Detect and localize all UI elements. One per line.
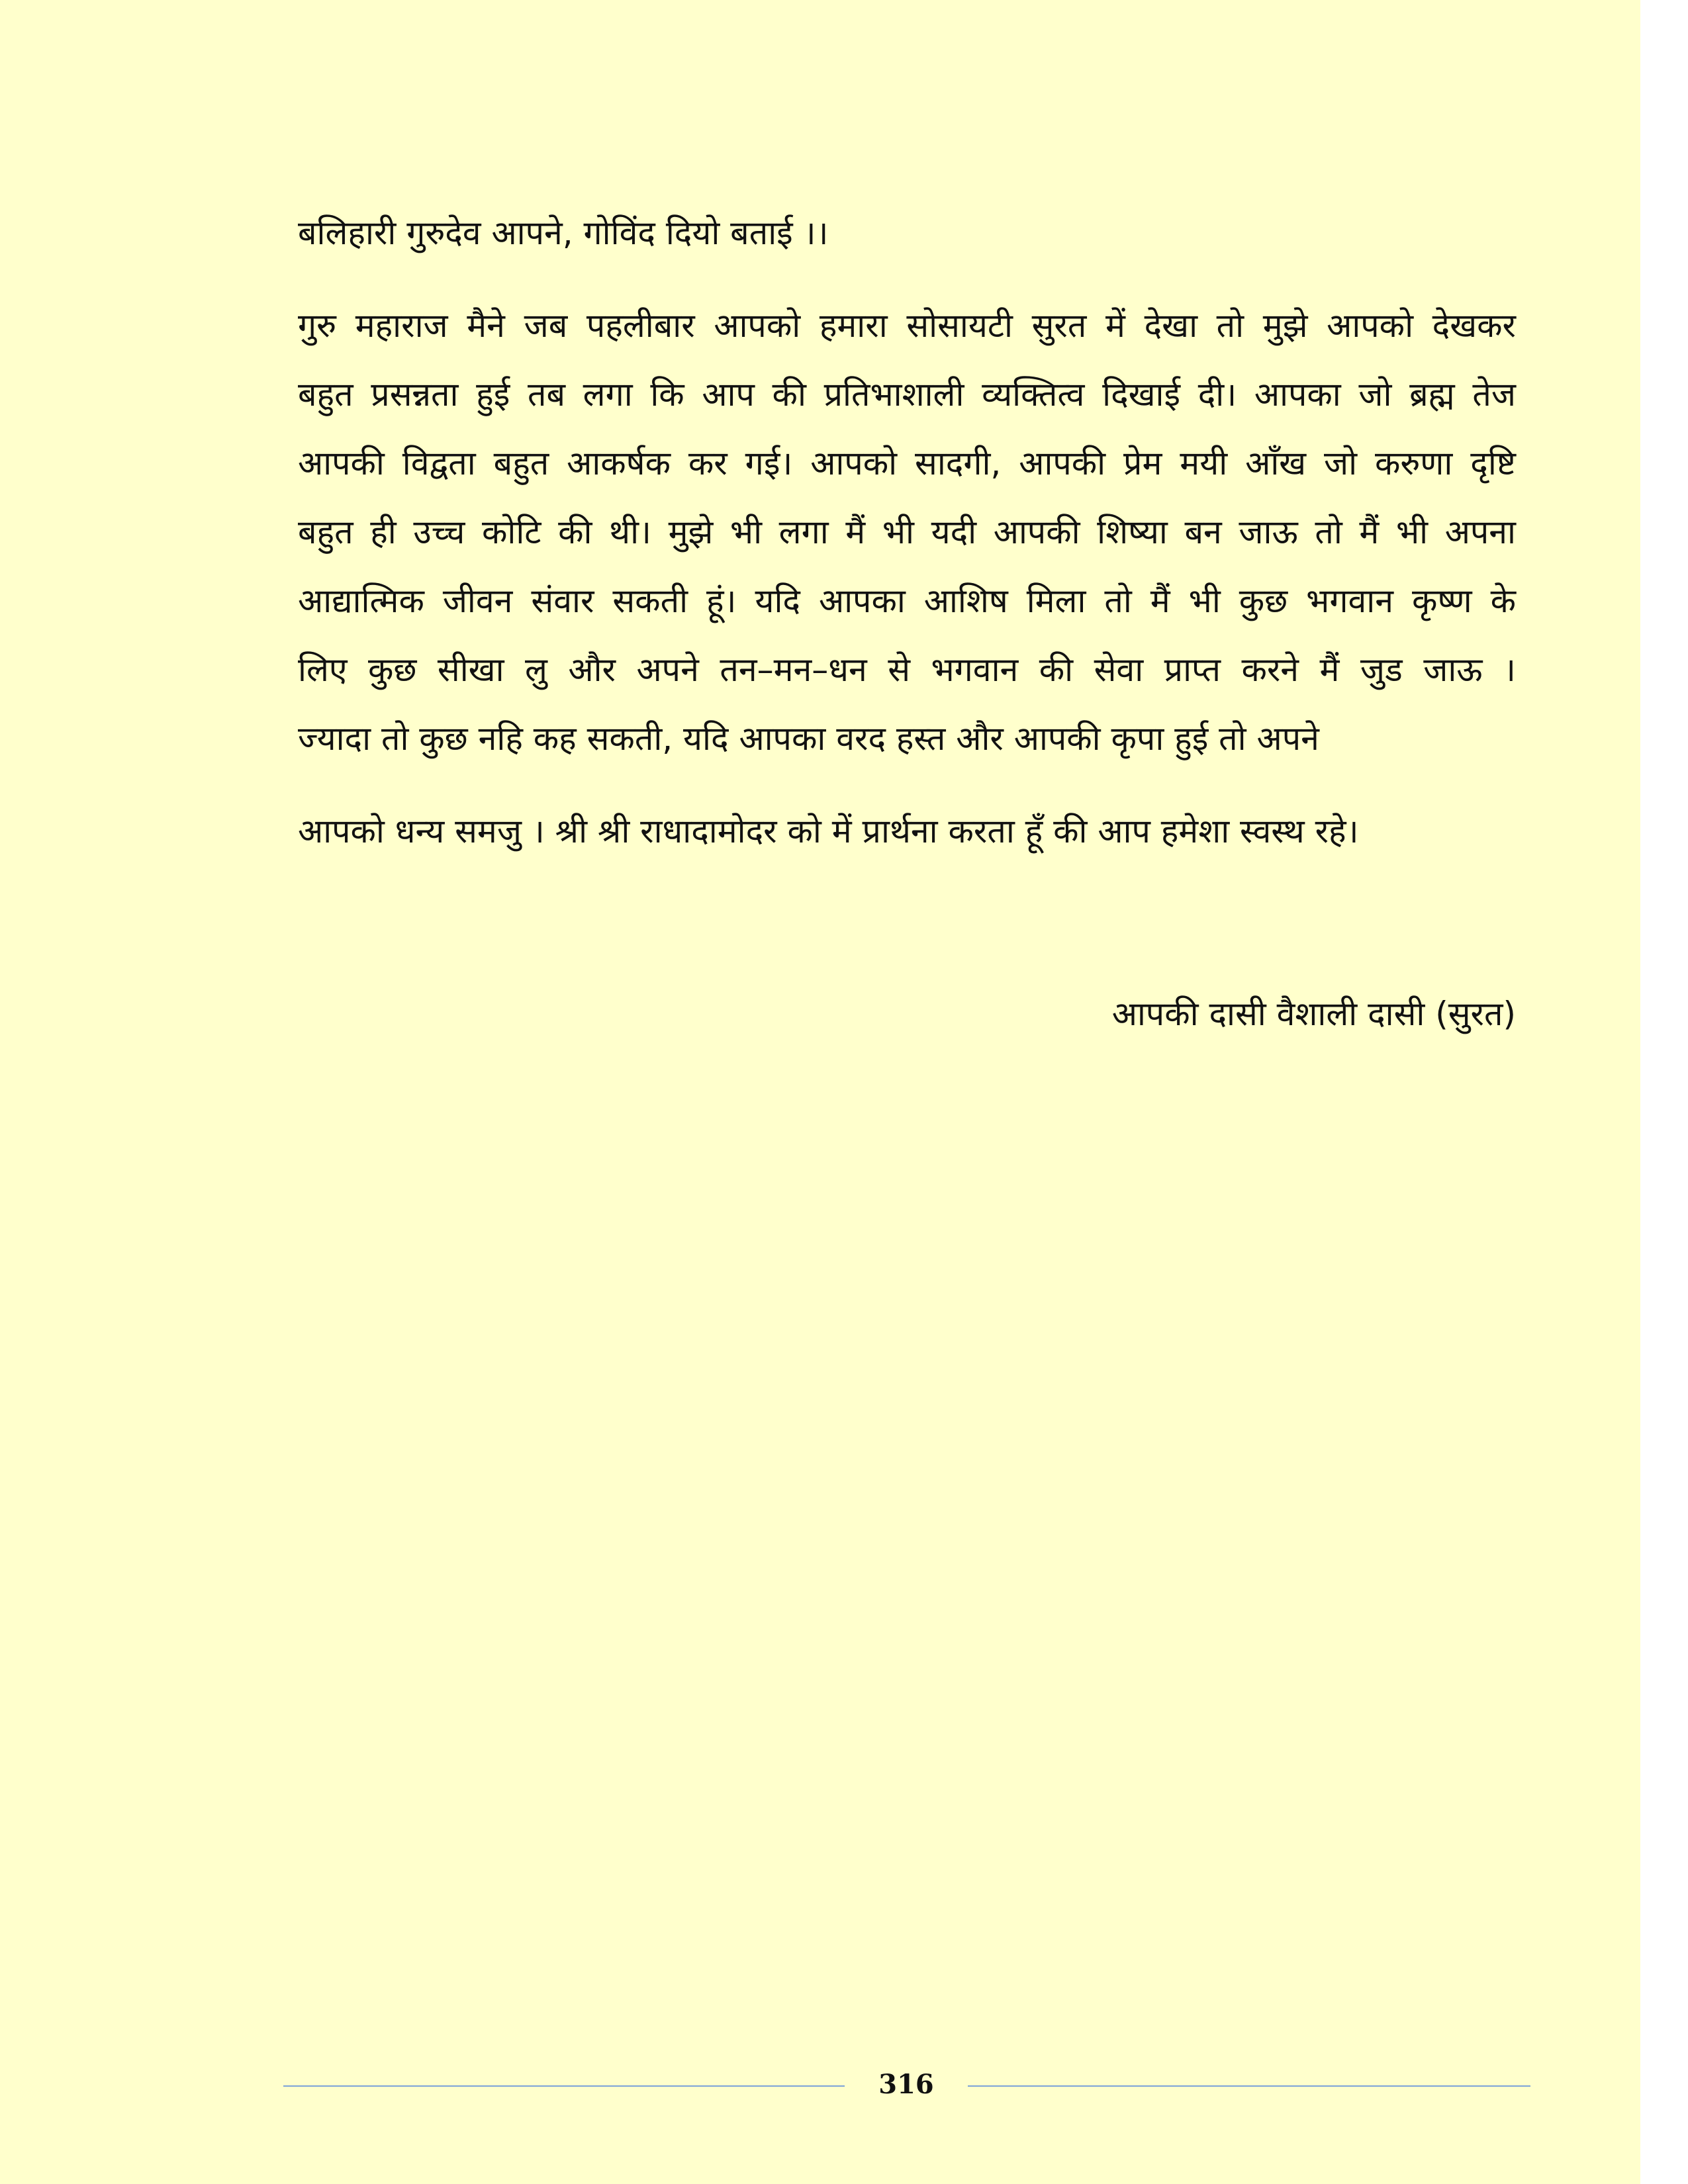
paragraph-line: गुरु महाराज मैने जब पहलीबार आपको हमारा सोसायटी सुरत में देखा तो मुझे आपको देखकर [298,306,1516,345]
footer-divider-right [968,2085,1530,2087]
footer-divider-left [283,2085,845,2087]
paragraph-line: आपकी विद्वता बहुत आकर्षक कर गई। आपको सादगी, आपकी प्रेम मयी आँख जो करुणा दृष्टि [298,444,1516,482]
signature-line: आपकी दासी वैशाली दासी (सुरत) [1111,995,1516,1033]
paragraph-line: ज्यादा तो कुछ नहि कह सकती, यदि आपका वरद हस्त और आपकी कृपा हुई तो अपने [298,719,1319,758]
main-paragraph [298,291,1516,773]
paragraph-line: बहुत ही उच्च कोटि की थी। मुझे भी लगा मैं भी यदी आपकी शिष्या बन जाऊ तो मैं भी अपना [298,513,1516,551]
closing-line: आपको धन्य समजु । श्री श्री राधादामोदर को में प्रार्थना करता हूँ की आप हमेशा स्वस्थ रहे। [298,812,1359,850]
paragraph-line: लिए कुछ सीखा लु और अपने तन–मन–धन से भगवान की सेवा प्राप्त करने मैं जुड जाऊ । [298,651,1516,689]
paragraph-line: आद्यात्मिक जीवन संवार सकती हूं। यदि आपका आशिष मिला तो मैं भी कुछ भगवान कृष्ण के [298,582,1516,620]
verse-line: बलिहारी गुरुदेव आपने, गोविंद दियो बताई ।। [298,214,829,252]
letter-body [298,199,1516,866]
page-number: 316 [878,2069,934,2100]
paragraph-line: बहुत प्रसन्नता हुई तब लगा कि आप की प्रतिभाशाली व्यक्तित्व दिखाई दी। आपका जो ब्रह्म तेज [298,375,1516,414]
